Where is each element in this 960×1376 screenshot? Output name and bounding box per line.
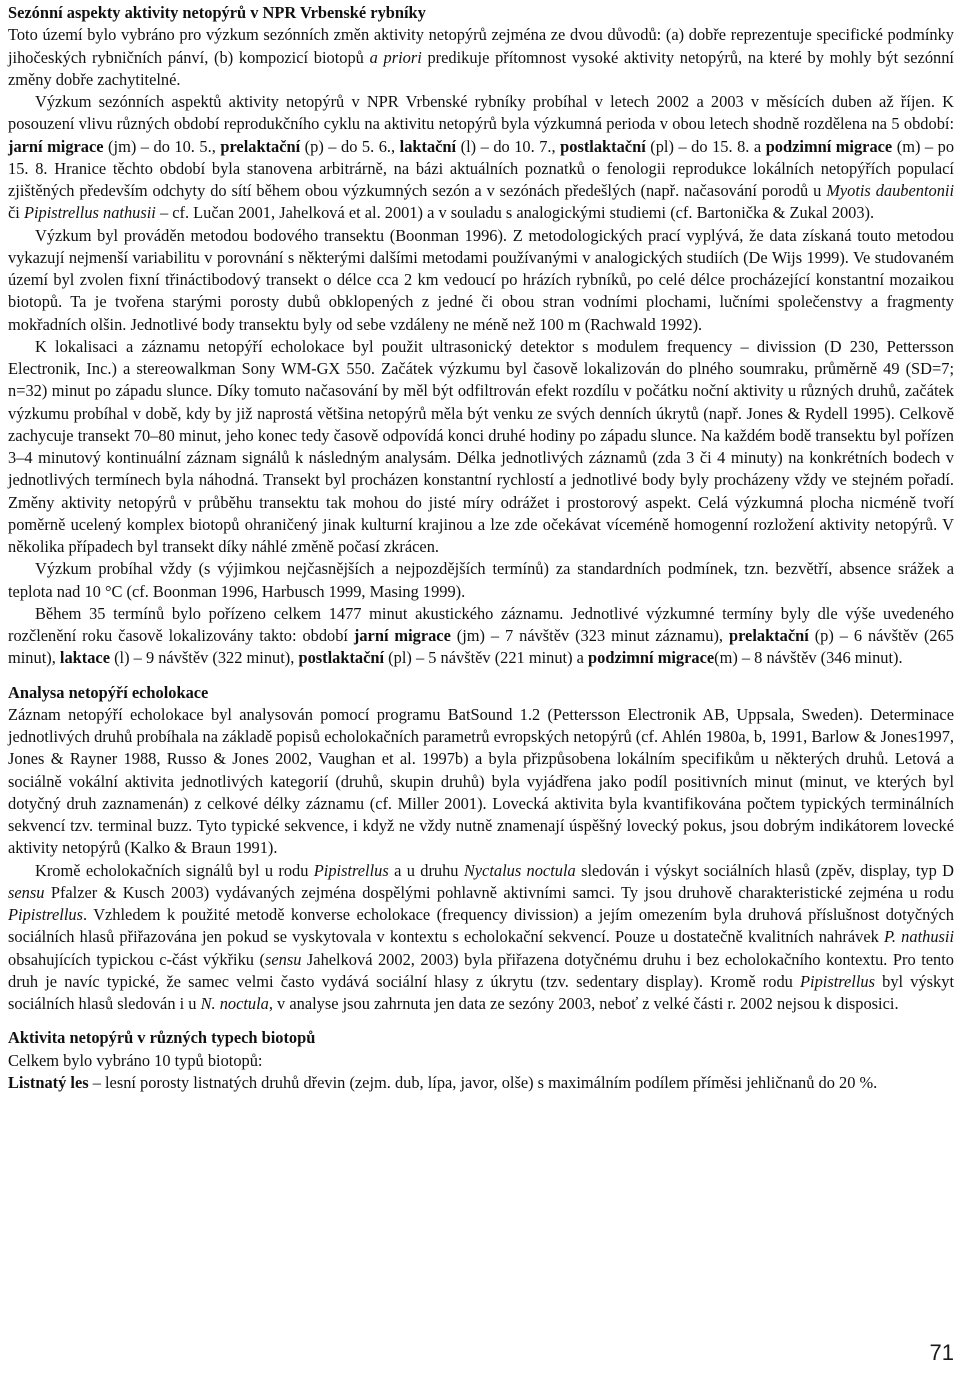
page-number: 71 (929, 1340, 954, 1365)
italic-term: sensu (264, 949, 302, 969)
bold-term: Listnatý les (8, 1072, 89, 1092)
paragraph: Výzkum sezónních aspektů aktivity netopýrů v NPR Vrbenské rybníky probíhal v letech 2002 a 2003 v měsících duben až říjen. K posouzení vlivu různých období reprodukčního cyklu na aktivitu netopýrů byla výzkumná perioda v obou letech shodně rozdělena na 5 období: jarní migrace (jm) – do 10. 5., prelaktační (p) – do 5. 6., laktační (l) – do 10. 7., postlaktační (pl) – do 15. 8. a podzimní migrace (m) – po 15. 8. Hranice těchto období byla stanovena arbitrárně, na bázi aktuálních poznatků o fenologii reprodukce lokálních netopýřích populací zjištěných především odchyty do sítí během obou výzkumných sezón a v sezónách předešlých (např. načasování porodů u Myotis daubentonii či Pipistrellus nathusii – cf. Lučan 2001, Jahelková et al. 2001) a v souladu s analogickými studiemi (cf. Bartonička & Zukal 2003). (8, 92, 955, 223)
paragraph: Toto území bylo vybráno pro výzkum sezónních změn aktivity netopýrů zejména ze dvou důvodů: (a) dobře reprezentuje specifické podmínky jihočeských rybničních pánví, (b) kompozicí biotopů a priori predikuje přítomnost vysoké aktivity netopýrů, na které by mohly být sezónní změny dobře zachytitelné. (8, 25, 954, 89)
section-title-seasonal-aspects: Sezónní aspekty aktivity netopýrů v NPR Vrbenské rybníky (8, 3, 426, 22)
paragraph: Během 35 termínů bylo pořízeno celkem 1477 minut akustického záznamu. Jednotlivé výzkumné termíny byly dle výše uvedeného rozčlenění roku časově lokalizovány takto: období jarní migrace (jm) – 7 návštěv (323 minut záznamu), prelaktační (p) – 6 návštěv (265 minut), laktace (l) – 9 návštěv (322 minut), postlaktační (pl) – 5 návštěv (221 minut) a podzimní migrace(m) – 8 návštěv (346 minut). (8, 603, 954, 668)
italic-term: Pipistrellus nathusii (23, 203, 156, 223)
bold-term: jarní migrace (8, 136, 104, 156)
paragraph: Záznam netopýří echolokace byl analysován pomocí programu BatSound 1.2 (Pettersson Electronik AB, Uppsala, Sweden). Determinace jednotlivých druhů probíhala na základě popisů echolokačních parametrů evropských netopýrů (cf. Ahlén 1980a, b, 1991, Barlow & Jones1997, Jones & Rayner 1988, Russo & Jones 2002, Vaughan et al. 1997b) a byla přizpůsobena lokálním specifikům u některých druhů. Letová a sociálně vokální aktivita jednotlivých kategorií (druhů, skupin druhů) byla vyjádřena jako podíl positivních minut (minut, ve kterých byl dotyčný druh zaznamenán) z celkové délky záznamu (cf. Miller 2001). Lovecká aktivita byla kvantifikována počtem typických terminálních sekvencí tzv. terminal buzz. Tyto typické sekvence, i když ne vždy nutně znamenají úspěšný lovecký pokus, jsou dobrým indikátorem lovecké aktivity netopýrů (Kalko & Braun 1991). (8, 704, 954, 858)
italic-term: Myotis daubentonii (826, 181, 955, 200)
paragraph: Listnatý les – lesní porosty listnatých druhů dřevin (zejm. dub, lípa, javor, olše) s maximálním podílem příměsi jehličnanů do 20 %. (8, 1072, 878, 1092)
section-title-echolocation-analysis: Analysa netopýří echolokace (8, 682, 209, 702)
paragraph: Výzkum byl prováděn metodou bodového transektu (Boonman 1996). Z metodologických prací vyplývá, že data získaná touto metodou vykazují nejmenší variabilitu v porovnání s některými dalšími metodami používanými v analogických studiích (De Wijs 1999). Ve studovaném území byl zvolen fixní třináctibodový transekt o délce cca 2 km vedoucí po hrázích rybníků, po celé délce procházející konstantní mozaikou biotopů. Ta je tvořena starými porosty dubů obklopených z jedné či obou stran vodními plochami, lučními společenstvy a fragmenty mokřadních olšin. Jednotlivé body transektu byly od sebe vzdáleny ne méně než 100 m (Rachwald 1992). (8, 225, 954, 334)
bold-term: jarní migrace (353, 626, 451, 645)
section-title-habitat-activity: Aktivita netopýrů v různých typech biotopů (8, 1028, 316, 1048)
section-spacer (8, 1015, 954, 1027)
bold-term: podzimní migrace (765, 136, 893, 156)
italic-term: Pipistrellus (800, 971, 875, 991)
bold-term: postlaktační (560, 136, 646, 156)
bold-term: laktační (399, 136, 457, 156)
bold-term: laktace (59, 648, 110, 668)
italic-term: Nyctalus noctula (463, 860, 576, 880)
italic-term: P. nathusii (884, 927, 955, 947)
italic-term: N. noctula (200, 994, 269, 1013)
bold-term: prelaktační (220, 136, 301, 156)
paragraph: Výzkum probíhal vždy (s výjimkou nejčasnějších a nejpozdějších termínů) za standardních podmínek, tzn. bezvětří, absence srážek a teplota nad 10 °C (cf. Boonman 1996, Harbusch 1999, Masing 1999). (8, 559, 954, 601)
document-page (8, 2, 954, 1094)
bold-term: podzimní migrace (588, 648, 715, 668)
italic-term: a priori (369, 47, 422, 67)
italic-term: sensu (8, 882, 45, 902)
italic-term: Pipistrellus (8, 905, 83, 924)
bold-term: prelaktační (728, 626, 809, 645)
section-spacer (8, 670, 954, 682)
paragraph: Kromě echolokačních signálů byl u rodu Pipistrellus a u druhu Nyctalus noctula sledován i výskyt sociálních hlasů (zpěv, display, typ D sensu Pfalzer & Kusch 2003) vydávaných zejména dospělými pohlavně aktivními samci. Ty jsou druhově charakteristické zejména u rodu Pipistrellus. Vzhledem k použité metodě konverse echolokace (frequency divission) a jejím omezením byla druhová příslušnost dotyčných sociálních hlasů přiřazována jen pokud se vyskytovala v kontextu s echolokační sekvencí. Pouze u dostatečně kvalitních nahrávek P. nathusii obsahujících typickou c-část výkřiku (sensu Jahelková 2002, 2003) byla přiřazena dotyčnému druhu i bez echolokačního kontextu. Pro tento druh je navíc typické, že samec velmi často vydává sociální hlasy z úkrytu (tzv. sedentary display). Kromě rodu Pipistrellus byl výskyt sociálních hlasů sledován i u N. noctula, v analyse jsou zahrnuta jen data ze sezóny 2003, neboť z velké části r. 2002 nejsou k disposici. (8, 860, 955, 1013)
paragraph: K lokalisaci a záznamu netopýří echolokace byl použit ultrasonický detektor s modulem frequency – divission (D 230, Pettersson Electronik, Inc.) a stereowalkman Sony WM-GX 550. Začátek výzkumu byl časově lokalizován do plného soumraku, průměrně 49 (SD=7; n=32) minut po západu slunce. Díky tomuto načasování by měl být odfiltrován efekt rozdílu v počátku noční aktivity u různých druhů, začátek výzkumu probíhal v době, kdy by již naprostá většina netopýrů měla být venku ze svých denních úkrytů (např. Jones & Rydell 1995). Celkově zachycuje transekt 70–80 minut, jeho konec tedy časově odpovídá konci druhé hodiny po západu slunce. Na každém bodě transektu byl pořízen 3–4 minutový kontinuální záznam signálů k následným analysám. Délka jednotlivých záznamů (zda 3 či 4 minuty) na konkrétních bodech v jednotlivých termínech byla náhodná. Transekt byl procházen konstantní rychlostí a jednotlivé body byly procházeny vždy ve stejném pořadí. Změny aktivity netopýrů v průběhu transektu tak mohou do jisté míry odrážet i prostorový aspekt. Celá výzkumná plocha nicméně tvoří poměrně ucelený komplex biotopů ohraničený jinak kulturní krajinou a lze zde očekávat víceméně homogenní rozložení aktivity netopýrů. V několika případech byl transekt díky náhlé změně počasí zkrácen. (8, 336, 954, 556)
paragraph: Celkem bylo vybráno 10 typů biotopů: (8, 1050, 263, 1070)
italic-term: Pipistrellus (313, 860, 389, 880)
bold-term: postlaktační (298, 648, 385, 668)
